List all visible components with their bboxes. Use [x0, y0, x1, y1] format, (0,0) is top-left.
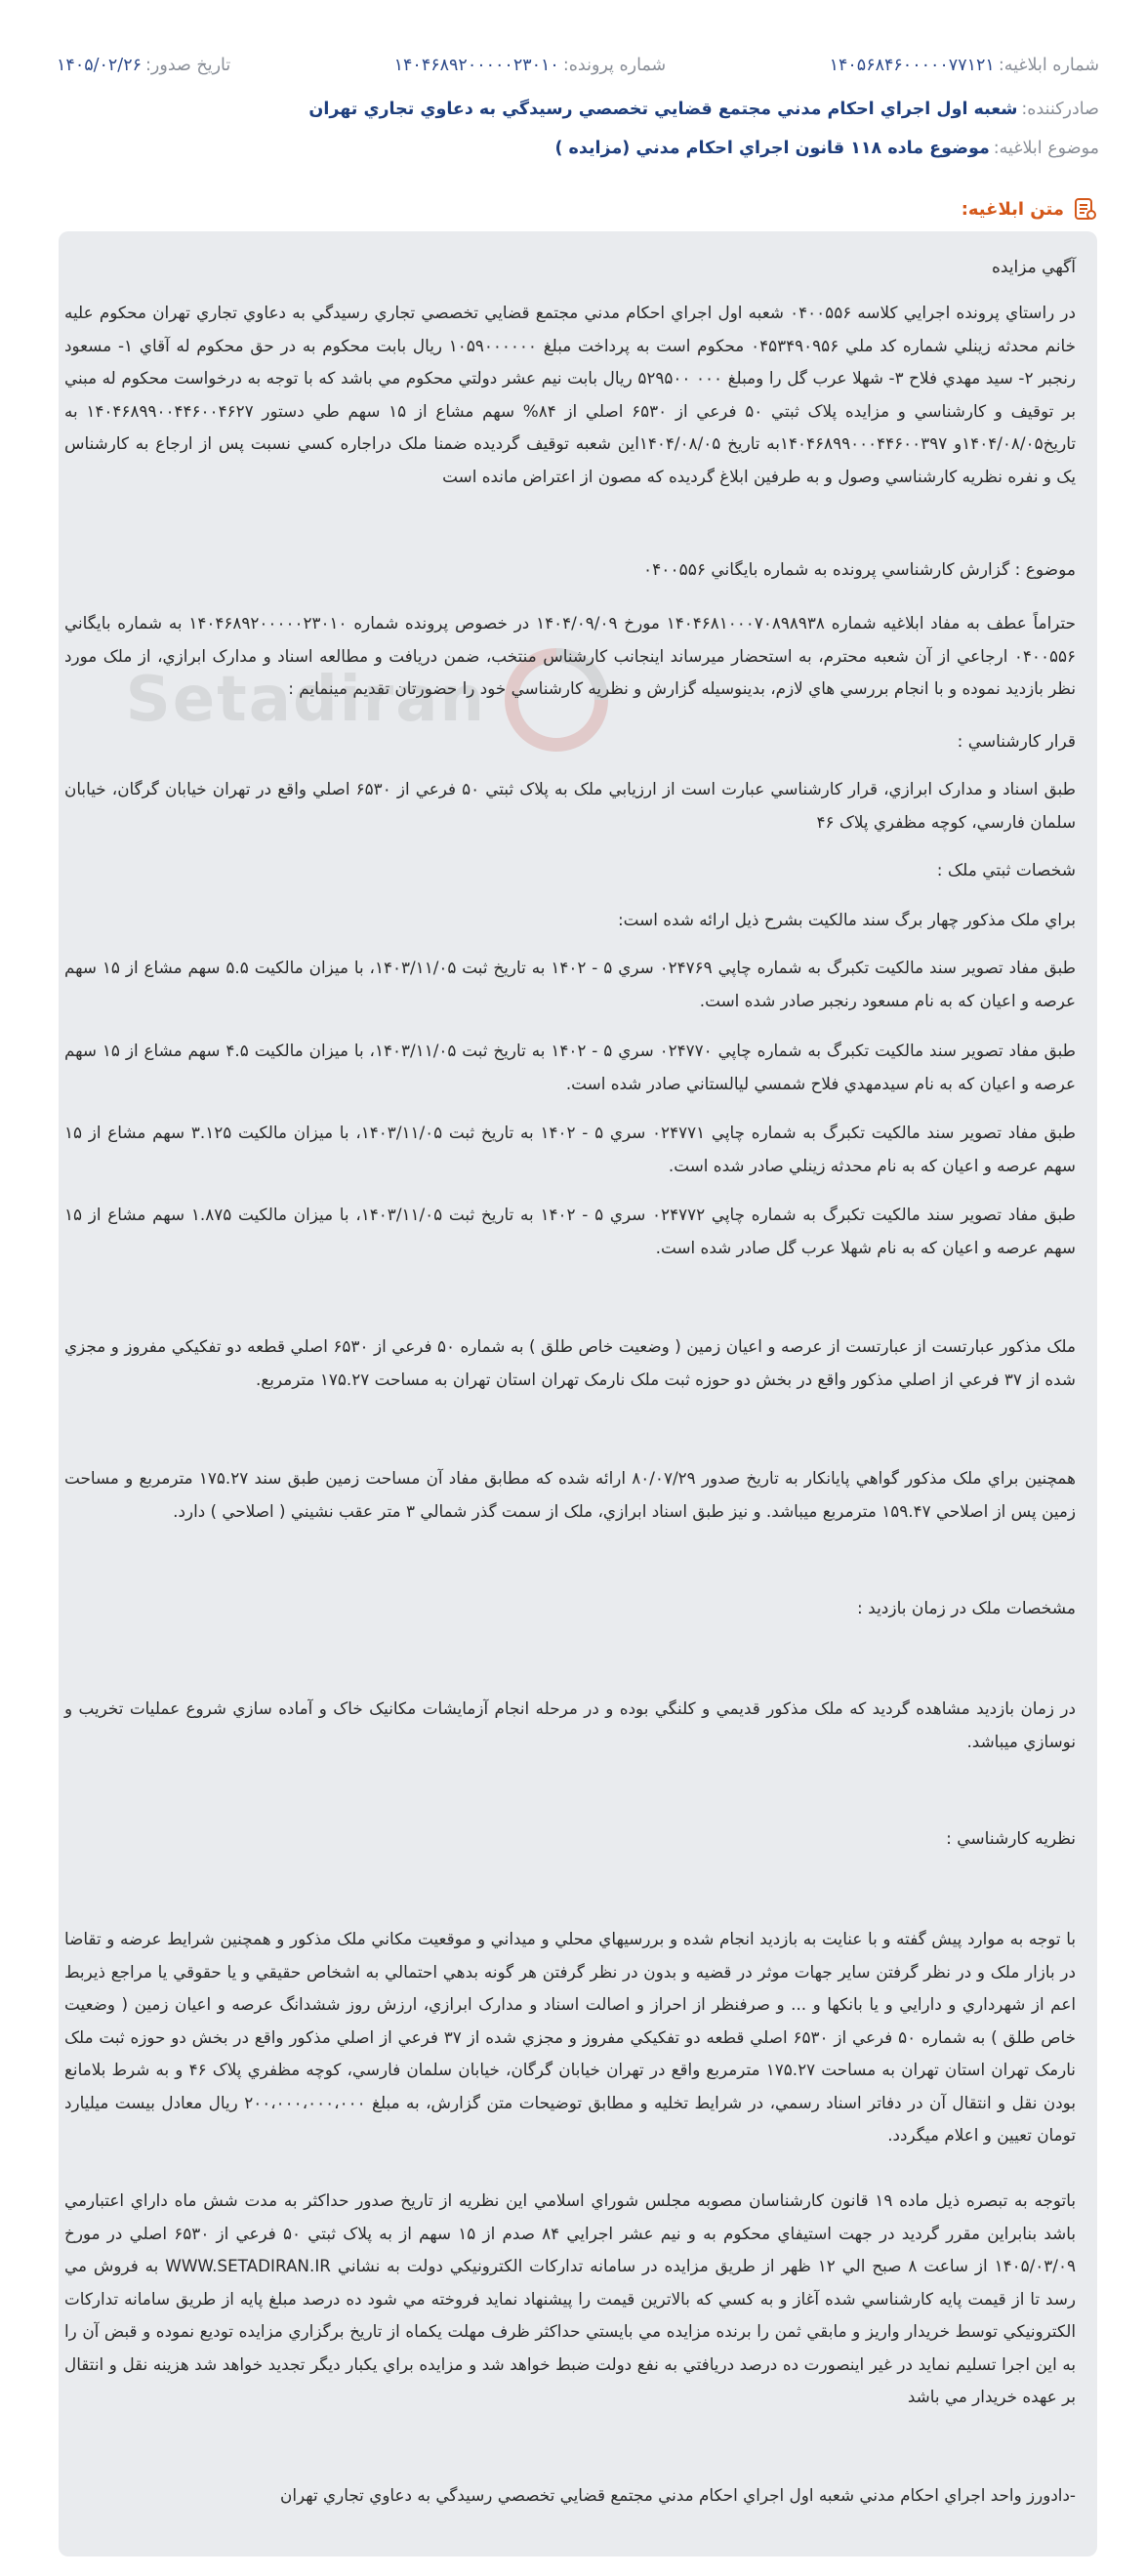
paragraph-report-opening: حتراماً عطف به مفاد ابلاغيه شماره ۱۴۰۴۶۸۱۰۰۰۷۰۸۹۸۹۳۸ مورخ ۱۴۰۴/۰۹/۰۹ در خصوص پرونده شماره ۱۴۰۴۶۸۹۲۰۰۰۰۰۲۳۰۱۰ به شماره بايگاني ۰۴۰۰۵۵۶ ارجاعي از آن شعبه محترم، به استحضار ميرساند اينجانب کارشناس منتخب، ضمن دريافت و مطالعه اسناد و مدارک ابرازي، از ملک مورد نظر بازديد نموده و با انجام بررسي هاي لازم، بدينوسيله گزارش و نظريه کارشناسي خود را حضورتان تقديم مينمايم : — [64, 613, 1076, 698]
meta-row-issuer — [308, 93, 1099, 126]
paragraph-deed-3: طبق مفاد تصوير سند مالکيت تکبرگ به شماره چاپي ۰۲۴۷۷۱ سري ۵ - ۱۴۰۲ به تاريخ ثبت ۱۴۰۳/۱۱/۰۵، با ميزان مالکيت ۳.۱۲۵ سهم مشاع از ۱۵ سهم عرصه و اعيان که به نام محدثه زينلي صادر شده است. — [64, 1123, 1077, 1175]
watermark-text: Setadiran — [125, 664, 486, 736]
meta-row-subject — [554, 132, 1099, 165]
paragraph-intro: در راستاي پرونده اجرايي کلاسه ۰۴۰۰۵۵۶ شعبه اول اجراي احکام مدني مجتمع قضايي تخصصي تجاري رسيدگي به دعاوي تجاري تهران محکوم عليه خانم محدثه زينلي شماره کد ملي ۰۴۵۳۴۹۰۹۵۶ محکوم است به پرداخت مبلغ ۱۰۵۹۰۰۰۰۰۰ ريال بابت محکوم به در حق محکوم له آقاي ۱- مسعود رنجبر ۲- سيد مهدي فلاح ۳- شهلا عرب گل را ومبلغ ۰۰۰ ۵۲۹۵۰۰ ريال بابت نيم عشر دولتي محکوم مي باشد که با توجه به درخواست محکوم له مبني بر توقيف و کارشناسي و مزايده پلاک ثبتي ۵۰ فرعي از ۶۵۳۰ اصلي از ۸۴% سهم مشاع از ۱۵ سهم طي دستور ۱۴۰۴۶۸۹۹۰۰۴۴۶۰۰۴۶۲۷ به تاريخ۱۴۰۴/۰۸/۰۵و ۱۴۰۴۶۸۹۹۰۰۰۴۴۶۰۰۳۹۷به تاريخ ۱۴۰۴/۰۸/۰۵اين شعبه توقيف گرديده ضمنا ملک دراجاره کسي نسبت پس از ارجاع به کارشناس يک و نفره نظريه کارشناسي وصول و به طرفين ابلاغ گرديده که مصون از اعتراض مانده است — [64, 303, 1076, 486]
issuer-label: صادرکننده: — [1021, 100, 1099, 119]
paragraph-property-description: ملک مذکور عبارتست از عبارتست از عرصه و اعيان زمين ( وضعيت خاص طلق ) به شماره ۵۰ فرعي از ۶۵۳۰ اصلي قطعه دو تفکيکي مفروز و مجزي شده از ۳۷ فرعي از اصلي مذکور واقع در بخش دو حوزه ثبت ملک نارمک تهران استان تهران به مساحت ۱۷۵.۲۷ مترمربع. — [64, 1336, 1076, 1389]
paragraph-assignment: طبق اسناد و مدارک ابرازي، قرار کارشناسي عبارت است از ارزيابي ملک به پلاک ثبتي ۵۰ فرعي از ۶۵۳۰ اصلي واقع در تهران خيابان گرگان، خيابان سلمان فارسي، کوچه مظفري پلاک ۴۶ — [64, 779, 1076, 832]
paragraph-report-subject: موضوع : گزارش کارشناسي پرونده به شماره بايگاني ۰۴۰۰۵۵۶ — [643, 560, 1076, 580]
section-title — [962, 192, 1097, 225]
paragraph-heading-assignment: قرار کارشناسي : — [957, 732, 1076, 752]
subject-value: موضوع ماده ۱۱۸ قانون اجراي احکام مدني (مزايده ) — [554, 139, 990, 158]
meta-row-numbers — [57, 49, 1099, 82]
paragraph-visit: در زمان بازديد مشاهده گرديد که ملک مذکور قديمي و کلنگي بوده و در مرحله انجام آزمايشات مکانيک خاک و آماده سازي شروع عمليات تخريب و نوسازي ميباشد. — [64, 1698, 1076, 1751]
case-number-label: شماره پرونده: — [562, 56, 667, 75]
paragraph-heading-visit: مشخصات ملک در زمان بازديد : — [857, 1599, 1076, 1618]
issue-date-value: ۱۴۰۵/۰۲/۲۶ — [57, 56, 143, 75]
paragraph-opinion: با توجه به موارد پيش گفته و با عنايت به بازديد انجام شده و بررسيهاي محلي و ميداني و موقعيت مکاني ملک مذکور و همچنين شرايط عرضه و تقاضا در بازار ملک و در نظر گرفتن ساير جهات موثر در قضيه و بدون در نظر گرفتن هر گونه بدهي احتمالي به اشخاص حقيقي و يا حقوقي يا مراجع ذيربط اعم از شهرداري و دارايي و يا بانکها و ... و صرفنظر از احراز و اصالت اسناد و مدارک ابرازي، ارزش روز ششدانگ عرصه و اعيان زمين ( وضعيت خاص طلق ) به شماره ۵۰ فرعي از ۶۵۳۰ اصلي قطعه دو تفکيکي مفروز و مجزي شده از ۳۷ فرعي از اصلي مذکور واقع در بخش دو حوزه ثبت ملک نارمک تهران استان تهران به مساحت ۱۷۵.۲۷ مترمربع واقع در تهران خيابان گرگان، خيابان سلمان فارسي، کوچه مظفري پلاک ۴۶ و به شرط بلامانع بودن نقل و انتقال آن در دفاتر اسناد رسمي، در شرايط تخليه و مطابق توضيحات متن گزارش، به مبلغ ۲۰۰،۰۰۰،۰۰۰،۰۰۰ ريال معادل بيست ميليارد تومان تعيين و اعلام ميگردد. — [64, 1929, 1077, 2145]
case-number — [394, 56, 667, 75]
subject-label: موضوع ابلاغيه: — [993, 139, 1099, 158]
case-number-value: ۱۴۰۴۶۸۹۲۰۰۰۰۰۲۳۰۱۰ — [393, 56, 559, 75]
paragraph-completion-certificate: همچنين براي ملک مذکور گواهي پايانکار به تاريخ صدور ۸۰/۰۷/۲۹ ارائه شده که مطابق مفاد آن مساحت زمين طبق سند ۱۷۵.۲۷ مترمربع و مساحت زمين پس از اصلاحي ۱۵۹.۴۷ مترمربع ميباشد. و نيز طبق اسناد ابرازي، ملک از سمت گذر شمالي ۳ متر عقب نشيني ( اصلاحي ) دارد. — [64, 1468, 1076, 1521]
paragraph-deed-4: طبق مفاد تصوير سند مالکيت تکبرگ به شماره چاپي ۰۲۴۷۷۲ سري ۵ - ۱۴۰۲ به تاريخ ثبت ۱۴۰۳/۱۱/۰۵، با ميزان مالکيت ۱.۸۷۵ سهم مشاع از ۱۵ سهم عرصه و اعيان که به نام شهلا عرب گل صادر شده است. — [64, 1205, 1077, 1257]
notice-number — [830, 56, 1099, 75]
issue-date — [57, 56, 230, 75]
notice-number-value: ۱۴۰۵۶۸۴۶۰۰۰۰۰۷۷۱۲۱ — [829, 56, 995, 75]
paragraph-deed-2: طبق مفاد تصوير سند مالکيت تکبرگ به شماره چاپي ۰۲۴۷۷۰ سري ۵ - ۱۴۰۲ به تاريخ ثبت ۱۴۰۳/۱۱/۰۵، با ميزان مالکيت ۴.۵ سهم مشاع از ۱۵ سهم عرصه و اعيان که به نام سيدمهدي فلاح شمسي ليالستاني صادر شده است. — [64, 1041, 1077, 1093]
paragraph-signature: -دادورز واحد اجراي احکام مدني شعبه اول اجراي احکام مدني مجتمع قضايي تخصصي رسيدگي به دعاوي تجاري تهران — [280, 2485, 1076, 2505]
issue-date-label: تاريخ صدور: — [145, 56, 231, 75]
paragraph-auction-terms: باتوجه به تبصره ذيل ماده ۱۹ قانون کارشناسان مصوبه مجلس شوراي اسلامي اين نظريه از تاريخ صدور حداکثر به مدت شش ماه داراي اعتبارمي باشد بنابراين مقرر گرديد در جهت استيفاي محکوم به و نيم عشر اجرايي ۸۴ صدم از ۱۵ سهم از به پلاک ثبتي ۵۰ فرعي از ۶۵۳۰ اصلي در مورخ ۱۴۰۵/۰۳/۰۹ از ساعت ۸ صبح الي ۱۲ ظهر از طريق مزايده در سامانه تدارکات الکترونيکي دولت به نشاني WWW.SETADIRAN.IR به فروش مي رسد تا از قيمت پايه کارشناسي شده آغاز و به کسي که بالاترين قيمت را پيشنهاد نمايد فروخته مي شود ده درصد مبلغ پايه از طريق سامانه تدارکات الکترونيکي توسط خريدار واريز و مابقي ثمن را برنده مزايده مي بايستي حداکثر ظرف مهلت يکماه از تاريخ برگزاري مزايده توديع نموده و قبض آن را به اين اجرا تسليم نمايد در غير اينصورت ده درصد دريافتي به نفع دولت ضبط خواهد شد و مزايده براي يکبار ديگر تجديد خواهد شد هزينه نقل و انتقال بر عهده خريدار مي باشد — [64, 2190, 1076, 2406]
paragraph-heading-opinion: نظريه کارشناسي : — [946, 1829, 1076, 1849]
issuer-value: شعبه اول اجراي احکام مدني مجتمع قضايي تخصصي رسيدگي به دعاوي تجاري تهران — [308, 100, 1018, 119]
section-title-label: متن ابلاغيه: — [961, 198, 1064, 220]
paragraph-deed-1: طبق مفاد تصوير سند مالکيت تکبرگ به شماره چاپي ۰۲۴۷۶۹ سري ۵ - ۱۴۰۲ به تاريخ ثبت ۱۴۰۳/۱۱/۰۵، با ميزان مالکيت ۵.۵ سهم مشاع از ۱۵ سهم عرصه و اعيان که به نام مسعود رنجبر صادر شده است. — [64, 958, 1077, 1010]
document-icon — [1072, 196, 1097, 222]
notice-number-label: شماره ابلاغيه: — [998, 56, 1099, 75]
paragraph-deeds-intro: براي ملک مذکور چهار برگ سند مالکيت بشرح ذيل ارائه شده است: — [618, 910, 1076, 929]
paragraph-heading-registration: شخصات ثبتي ملک : — [936, 861, 1076, 880]
paragraph-title: آگهي مزايده — [992, 258, 1076, 277]
